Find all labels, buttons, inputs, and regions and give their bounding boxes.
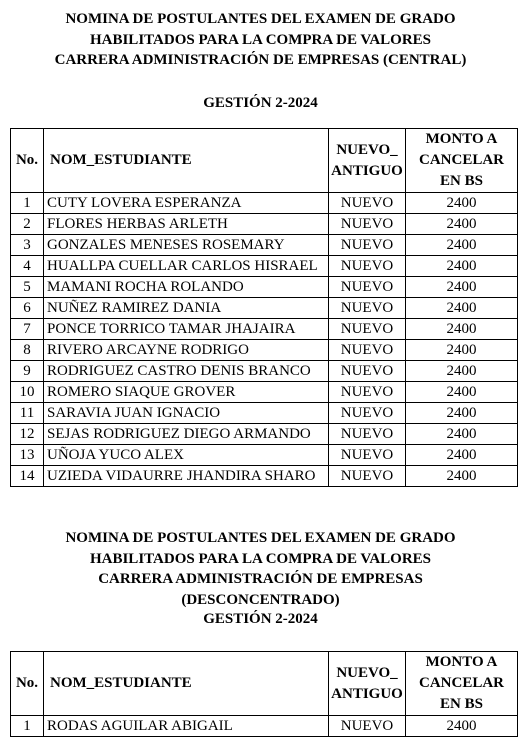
column-header-amount-line: MONTO A xyxy=(425,131,498,147)
table-row xyxy=(11,361,518,382)
column-header-amount xyxy=(406,652,518,716)
cell-name: HUALLPA CUELLAR CARLOS HISRAEL xyxy=(44,256,329,277)
cell-name: FLORES HERBAS ARLETH xyxy=(44,214,329,235)
table-row xyxy=(11,424,518,445)
table-row xyxy=(11,277,518,298)
cell-type: NUEVO xyxy=(329,716,406,737)
cell-amount: 2400 xyxy=(406,193,518,214)
column-header-amount-line: MONTO A xyxy=(425,654,498,670)
section2-table-body xyxy=(11,716,518,737)
section2-heading-line: NOMINA DE POSTULANTES DEL EXAMEN DE GRADO xyxy=(65,530,456,546)
cell-no: 1 xyxy=(11,193,44,214)
cell-type: NUEVO xyxy=(329,361,406,382)
cell-amount: 2400 xyxy=(406,277,518,298)
cell-amount: 2400 xyxy=(406,235,518,256)
cell-no: 14 xyxy=(11,466,44,487)
table-row xyxy=(11,466,518,487)
cell-type: NUEVO xyxy=(329,235,406,256)
cell-no: 2 xyxy=(11,214,44,235)
cell-no: 9 xyxy=(11,361,44,382)
cell-type: NUEVO xyxy=(329,445,406,466)
table-row xyxy=(11,319,518,340)
section1-gestion: GESTIÓN 2-2024 xyxy=(203,95,318,111)
cell-amount: 2400 xyxy=(406,319,518,340)
table-header-row xyxy=(11,652,518,716)
column-header-type-line: NUEVO_ xyxy=(336,664,398,681)
cell-no: 1 xyxy=(11,716,44,737)
table-row xyxy=(11,193,518,214)
section1-heading-line: HABILITADOS PARA LA COMPRA DE VALORES xyxy=(89,31,432,48)
column-header-amount-line: EN BS xyxy=(440,696,483,712)
table-row xyxy=(11,340,518,361)
table-row xyxy=(11,716,518,737)
cell-amount: 2400 xyxy=(406,298,518,319)
column-header-type-line: ANTIGUO xyxy=(331,685,403,702)
cell-name: SARAVIA JUAN IGNACIO xyxy=(44,403,329,424)
cell-type: NUEVO xyxy=(329,340,406,361)
table-row xyxy=(11,298,518,319)
table-row xyxy=(11,382,518,403)
cell-type: NUEVO xyxy=(329,298,406,319)
cell-name: GONZALES MENESES ROSEMARY xyxy=(44,235,329,256)
section1-table xyxy=(10,128,518,487)
cell-name: RODRIGUEZ CASTRO DENIS BRANCO xyxy=(44,361,329,382)
cell-no: 7 xyxy=(11,319,44,340)
cell-no: 4 xyxy=(11,256,44,277)
column-header-name-label: NOM_ESTUDIANTE xyxy=(50,675,192,691)
cell-name: SEJAS RODRIGUEZ DIEGO ARMANDO xyxy=(44,424,329,445)
section1-table-body xyxy=(11,193,518,487)
section2-heading-line: (DESCONCENTRADO) xyxy=(181,591,340,608)
cell-amount: 2400 xyxy=(406,466,518,487)
cell-type: NUEVO xyxy=(329,277,406,298)
column-header-type xyxy=(329,652,406,716)
table-row xyxy=(11,214,518,235)
cell-name: PONCE TORRICO TAMAR JHAJAIRA xyxy=(44,319,329,340)
column-header-name xyxy=(44,129,329,193)
cell-amount: 2400 xyxy=(406,256,518,277)
column-header-name-label: NOM_ESTUDIANTE xyxy=(50,152,192,168)
table-row xyxy=(11,403,518,424)
section2-heading xyxy=(0,528,521,610)
cell-amount: 2400 xyxy=(406,445,518,466)
cell-name: RODAS AGUILAR ABIGAIL xyxy=(44,716,329,737)
section1-heading-line: CARRERA ADMINISTRACIÓN DE EMPRESAS (CENTRAL) xyxy=(54,52,467,68)
cell-type: NUEVO xyxy=(329,424,406,445)
cell-type: NUEVO xyxy=(329,214,406,235)
table-row xyxy=(11,445,518,466)
cell-no: 3 xyxy=(11,235,44,256)
column-header-amount-line: CANCELAR xyxy=(418,152,504,168)
column-header-type-line: NUEVO_ xyxy=(336,141,398,158)
section1-heading-line: NOMINA DE POSTULANTES DEL EXAMEN DE GRADO xyxy=(65,11,456,27)
section1-heading xyxy=(0,9,521,71)
cell-type: NUEVO xyxy=(329,403,406,424)
cell-no: 13 xyxy=(11,445,44,466)
cell-name: UÑOJA YUCO ALEX xyxy=(44,445,329,466)
cell-type: NUEVO xyxy=(329,193,406,214)
cell-name: UZIEDA VIDAURRE JHANDIRA SHARO xyxy=(44,466,329,487)
cell-amount: 2400 xyxy=(406,361,518,382)
cell-type: NUEVO xyxy=(329,382,406,403)
cell-name: MAMANI ROCHA ROLANDO xyxy=(44,277,329,298)
column-header-no: No. xyxy=(11,129,44,193)
cell-no: 5 xyxy=(11,277,44,298)
column-header-amount xyxy=(406,129,518,193)
column-header-amount-line: CANCELAR xyxy=(418,675,504,691)
cell-name: RIVERO ARCAYNE RODRIGO xyxy=(44,340,329,361)
table-row xyxy=(11,256,518,277)
section2-gestion: GESTIÓN 2-2024 xyxy=(203,611,318,627)
column-header-amount-line: EN BS xyxy=(440,173,483,189)
cell-type: NUEVO xyxy=(329,466,406,487)
cell-name: NUÑEZ RAMIREZ DANIA xyxy=(44,298,329,319)
cell-amount: 2400 xyxy=(406,382,518,403)
cell-type: NUEVO xyxy=(329,319,406,340)
section2-table xyxy=(10,651,518,737)
table-row xyxy=(11,235,518,256)
column-header-type xyxy=(329,129,406,193)
column-header-name xyxy=(44,652,329,716)
table-header-row xyxy=(11,129,518,193)
cell-amount: 2400 xyxy=(406,424,518,445)
cell-amount: 2400 xyxy=(406,403,518,424)
cell-no: 6 xyxy=(11,298,44,319)
cell-no: 8 xyxy=(11,340,44,361)
cell-name: ROMERO SIAQUE GROVER xyxy=(44,382,329,403)
cell-no: 11 xyxy=(11,403,44,424)
cell-type: NUEVO xyxy=(329,256,406,277)
cell-amount: 2400 xyxy=(406,214,518,235)
section2-heading-line: HABILITADOS PARA LA COMPRA DE VALORES xyxy=(89,550,432,567)
column-header-no: No. xyxy=(11,652,44,716)
section2-heading-line: CARRERA ADMINISTRACIÓN DE EMPRESAS xyxy=(98,571,423,587)
cell-amount: 2400 xyxy=(406,716,518,737)
cell-amount: 2400 xyxy=(406,340,518,361)
cell-no: 12 xyxy=(11,424,44,445)
cell-no: 10 xyxy=(11,382,44,403)
column-header-type-line: ANTIGUO xyxy=(331,162,403,179)
cell-name: CUTY LOVERA ESPERANZA xyxy=(44,193,329,214)
